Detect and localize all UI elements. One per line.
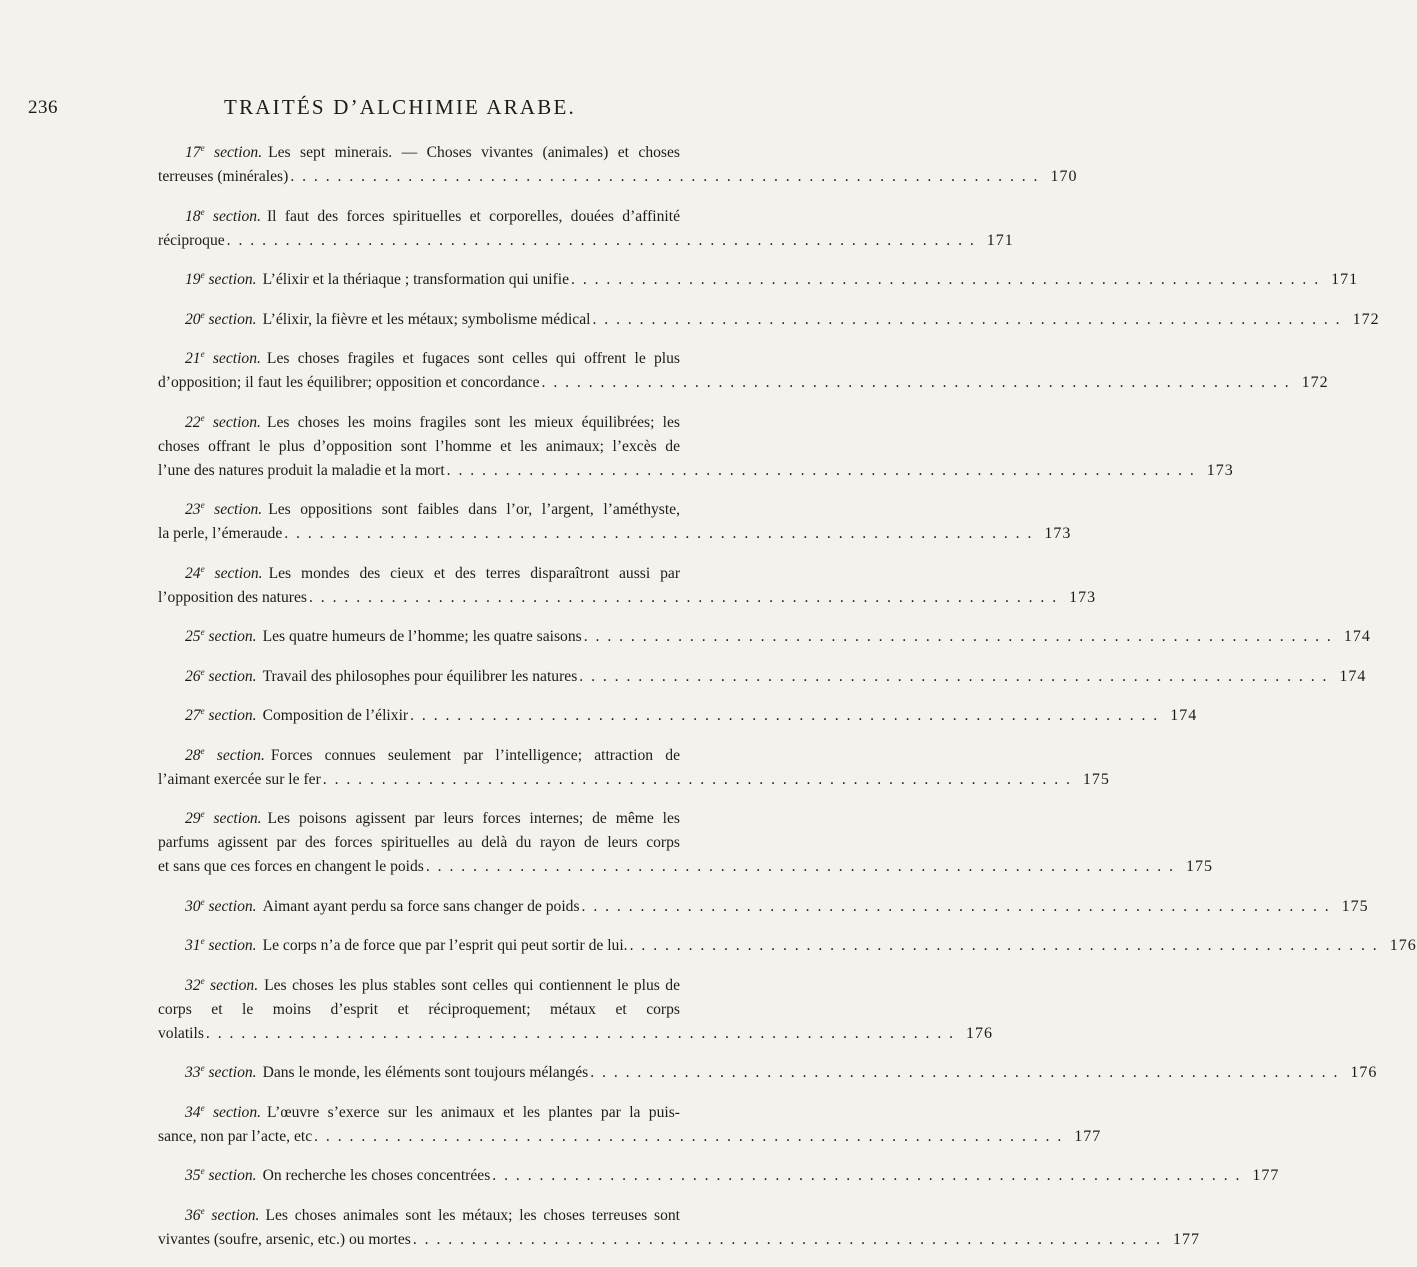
dot-leader: . . . . . . . . . . . . . . . . . . . . . . . . . . . . . . . . . . . . . . . . . . . . . . . . . . . . . . . . . . . . . . . .: [446, 461, 1196, 479]
page-reference: 177: [1252, 1167, 1280, 1184]
section-label: section.: [204, 1167, 257, 1184]
section-number: 26e: [185, 666, 205, 685]
page-reference: 176: [1389, 937, 1417, 954]
entry-text-last-line: Travail des philosophes pour équilibrer les natures: [262, 667, 578, 685]
toc-entry: [158, 268, 1359, 292]
entry-text: L’œuvre s’exerce sur les animaux et les plantes par la puis-: [267, 1103, 680, 1121]
dot-leader: . . . . . . . . . . . . . . . . . . . . . . . . . . . . . . . . . . . . . . . . . . . . . . . . . . . . . . . . . . . . . . . .: [309, 588, 1059, 606]
section-label: section.: [204, 1103, 262, 1121]
dot-leader: . . . . . . . . . . . . . . . . . . . . . . . . . . . . . . . . . . . . . . . . . . . . . . . . . . . . . . . . . . . . . . . .: [571, 271, 1321, 288]
toc-entry: [158, 744, 1110, 792]
toc-entry: [158, 205, 1014, 253]
section-label: section.: [204, 937, 257, 954]
section-number: 27e: [185, 706, 205, 724]
section-label: section.: [204, 667, 257, 685]
entry-text-last-line: d’opposition; il faut les équilibrer; opposition et concordance: [158, 374, 540, 391]
toc-entry: [158, 974, 994, 1046]
page-reference: 176: [966, 1024, 994, 1042]
section-label: section.: [204, 207, 261, 225]
page-reference: 176: [1350, 1064, 1378, 1081]
section-label: section.: [204, 271, 257, 288]
section-label: section.: [204, 897, 257, 915]
page-reference: 177: [1074, 1127, 1102, 1145]
section-label: section.: [204, 564, 263, 582]
dot-leader: . . . . . . . . . . . . . . . . . . . . . . . . . . . . . . . . . . . . . . . . . . . . . . . . . . . . . . . . . . . . . . . .: [205, 1024, 956, 1042]
dot-leader: . . . . . . . . . . . . . . . . . . . . . . . . . . . . . . . . . . . . . . . . . . . . . . . . . . . . . . . . . . . . . . . .: [412, 1230, 1162, 1248]
entry-text: Les oppositions sont faibles dans l’or, l’argent, l’améthyste,: [268, 501, 681, 518]
dot-leader: . . . . . . . . . . . . . . . . . . . . . . . . . . . . . . . . . . . . . . . . . . . . . . . . . . . . . . . . . . . . . . . .: [314, 1127, 1064, 1145]
toc-entry: [158, 308, 1380, 332]
entry-text-last-line: L’élixir, la fièvre et les métaux; symbolisme médical: [262, 310, 591, 328]
section-label: section.: [204, 350, 261, 367]
section-number: 23e: [185, 500, 205, 518]
page-number: 236: [28, 97, 58, 118]
entry-text-last-line: l’une des natures produit la maladie et la mort: [158, 461, 445, 479]
section-number: 17e: [185, 143, 205, 161]
toc-entry: [158, 498, 1072, 546]
entry-text: Il faut des forces spirituelles et corporelles, douées d’affinité: [266, 207, 680, 225]
page-reference: 170: [1050, 168, 1078, 185]
toc-entry: [158, 141, 1078, 189]
section-label: section.: [204, 628, 257, 645]
dot-leader: . . . . . . . . . . . . . . . . . . . . . . . . . . . . . . . . . . . . . . . . . . . . . . . . . . . . . . . . . . . . . . . .: [629, 937, 1379, 954]
page-reference: 173: [1206, 461, 1234, 479]
section-number: 21e: [185, 349, 205, 367]
entry-text: Les choses les moins fragiles sont les mieux équilibrées; les choses offrant le plus d’opposition sont l’homme et les animaux; l’excès de: [158, 413, 680, 455]
entry-text-last-line: et sans que ces forces en changent le poids: [158, 858, 424, 875]
entry-text-last-line: vivantes (soufre, arsenic, etc.) ou mortes: [158, 1230, 411, 1248]
page-reference: 173: [1069, 588, 1097, 606]
entry-text-last-line: Les quatre humeurs de l’homme; les quatre saisons: [262, 628, 582, 645]
dot-leader: . . . . . . . . . . . . . . . . . . . . . . . . . . . . . . . . . . . . . . . . . . . . . . . . . . . . . . . . . . . . . . . .: [410, 707, 1160, 724]
page-reference: 174: [1343, 628, 1371, 645]
entry-text: Les choses animales sont les métaux; les choses terreuses sont: [265, 1206, 681, 1224]
section-label: section.: [204, 144, 263, 161]
page-reference: 175: [1082, 770, 1110, 788]
page-reference: 171: [1331, 271, 1359, 288]
page-reference: 175: [1185, 858, 1213, 875]
entry-text: Forces connues seulement par l’intelligence; attraction de: [270, 746, 681, 764]
dot-leader: . . . . . . . . . . . . . . . . . . . . . . . . . . . . . . . . . . . . . . . . . . . . . . . . . . . . . . . . . . . . . . . .: [226, 231, 976, 249]
entry-text-last-line: L’élixir et la thériaque ; transformation qui unifie: [262, 271, 570, 288]
toc-entry: [158, 934, 1417, 958]
dot-leader: . . . . . . . . . . . . . . . . . . . . . . . . . . . . . . . . . . . . . . . . . . . . . . . . . . . . . . . . . . . . . . . .: [284, 525, 1034, 542]
page-reference: 175: [1341, 897, 1369, 915]
toc-entry: [158, 1164, 1280, 1188]
page-reference: 174: [1339, 667, 1367, 685]
section-label: section.: [204, 1064, 257, 1081]
section-number: 36e: [185, 1205, 205, 1224]
toc-entry: [158, 665, 1367, 689]
section-label: section.: [204, 976, 259, 994]
section-number: 25e: [185, 627, 205, 645]
toc-entry: [158, 1061, 1378, 1085]
entry-text-last-line: la perle, l’émeraude: [158, 525, 283, 542]
page-reference: 174: [1170, 707, 1198, 724]
entry-text: Les choses les plus stables sont celles qui contiennent le plus de corps et le moins d’esprit et réciproquement; métaux et corps: [158, 976, 680, 1018]
dot-leader: . . . . . . . . . . . . . . . . . . . . . . . . . . . . . . . . . . . . . . . . . . . . . . . . . . . . . . . . . . . . . . . .: [322, 770, 1072, 788]
section-number: 19e: [185, 270, 205, 288]
entry-text: Les sept minerais. — Choses vivantes (animales) et choses: [268, 144, 680, 161]
toc-entry: [158, 625, 1371, 649]
section-number: 24e: [185, 563, 205, 582]
entry-text-last-line: l’opposition des natures: [158, 588, 307, 606]
entry-text: Les poisons agissent par leurs forces internes; de même les parfums agissent par des forces spirituelles au delà du rayon de leurs corps: [158, 810, 680, 851]
dot-leader: . . . . . . . . . . . . . . . . . . . . . . . . . . . . . . . . . . . . . . . . . . . . . . . . . . . . . . . . . . . . . . . .: [592, 310, 1342, 328]
section-number: 32e: [185, 975, 205, 994]
toc-entry: [158, 704, 1198, 728]
page-reference: 172: [1352, 310, 1380, 328]
toc-entry: [158, 895, 1369, 919]
page-reference: 172: [1301, 374, 1329, 391]
section-number: 29e: [185, 809, 205, 827]
section-label: section.: [204, 310, 257, 328]
section-number: 22e: [185, 412, 205, 431]
dot-leader: . . . . . . . . . . . . . . . . . . . . . . . . . . . . . . . . . . . . . . . . . . . . . . . . . . . . . . . . . . . . . . . .: [425, 858, 1175, 875]
section-number: 34e: [185, 1102, 205, 1121]
entry-text: Les choses fragiles et fugaces sont celles qui offrent le plus: [266, 350, 681, 367]
table-of-contents: [158, 141, 1417, 1267]
section-number: 35e: [185, 1166, 205, 1184]
section-number: 33e: [185, 1063, 205, 1081]
section-number: 31e: [185, 936, 205, 954]
section-label: section.: [204, 707, 257, 724]
toc-entry: [158, 807, 1213, 879]
dot-leader: . . . . . . . . . . . . . . . . . . . . . . . . . . . . . . . . . . . . . . . . . . . . . . . . . . . . . . . . . . . . . . . .: [590, 1064, 1340, 1081]
section-number: 30e: [185, 896, 205, 915]
entry-text-last-line: terreuses (minérales): [158, 168, 289, 185]
dot-leader: . . . . . . . . . . . . . . . . . . . . . . . . . . . . . . . . . . . . . . . . . . . . . . . . . . . . . . . . . . . . . . . .: [581, 897, 1331, 915]
toc-entry: [158, 562, 1097, 610]
section-label: section.: [204, 501, 263, 518]
entry-text-last-line: Le corps n’a de force que par l’esprit qui peut sortir de lui.: [262, 937, 628, 954]
page-reference: 171: [986, 231, 1014, 249]
entry-text-last-line: Dans le monde, les éléments sont toujours mélangés: [262, 1064, 589, 1081]
section-label: section.: [204, 413, 261, 431]
entry-text-last-line: Aimant ayant perdu sa force sans changer de poids: [262, 897, 580, 915]
entry-text-last-line: On recherche les choses concentrées: [262, 1167, 491, 1184]
entry-text-last-line: sance, non par l’acte, etc: [158, 1127, 313, 1145]
section-number: 20e: [185, 309, 205, 328]
section-label: section.: [204, 746, 265, 764]
section-label: section.: [204, 810, 262, 827]
page-reference: 177: [1172, 1230, 1200, 1248]
toc-entry: [158, 411, 1234, 483]
dot-leader: . . . . . . . . . . . . . . . . . . . . . . . . . . . . . . . . . . . . . . . . . . . . . . . . . . . . . . . . . . . . . . . .: [541, 374, 1291, 391]
entry-text-last-line: réciproque: [158, 231, 225, 249]
toc-entry: [158, 1204, 1200, 1252]
dot-leader: . . . . . . . . . . . . . . . . . . . . . . . . . . . . . . . . . . . . . . . . . . . . . . . . . . . . . . . . . . . . . . . .: [583, 628, 1333, 645]
section-number: 18e: [185, 206, 205, 225]
toc-entry: [158, 347, 1329, 395]
dot-leader: . . . . . . . . . . . . . . . . . . . . . . . . . . . . . . . . . . . . . . . . . . . . . . . . . . . . . . . . . . . . . . . .: [290, 168, 1040, 185]
page-reference: 173: [1044, 525, 1072, 542]
entry-text-last-line: l’aimant exercée sur le fer: [158, 770, 321, 788]
dot-leader: . . . . . . . . . . . . . . . . . . . . . . . . . . . . . . . . . . . . . . . . . . . . . . . . . . . . . . . . . . . . . . . .: [492, 1167, 1242, 1184]
entry-text: Les mondes des cieux et des terres disparaîtront aussi par: [268, 564, 681, 582]
section-label: section.: [204, 1206, 260, 1224]
entry-text-last-line: volatils: [158, 1024, 204, 1042]
entry-text-last-line: Composition de l’élixir: [262, 707, 409, 724]
running-head: TRAITÉS D’ALCHIMIE ARABE.: [224, 95, 576, 119]
toc-entry: [158, 1101, 1102, 1149]
section-number: 28e: [185, 745, 205, 764]
dot-leader: . . . . . . . . . . . . . . . . . . . . . . . . . . . . . . . . . . . . . . . . . . . . . . . . . . . . . . . . . . . . . . . .: [579, 667, 1329, 685]
